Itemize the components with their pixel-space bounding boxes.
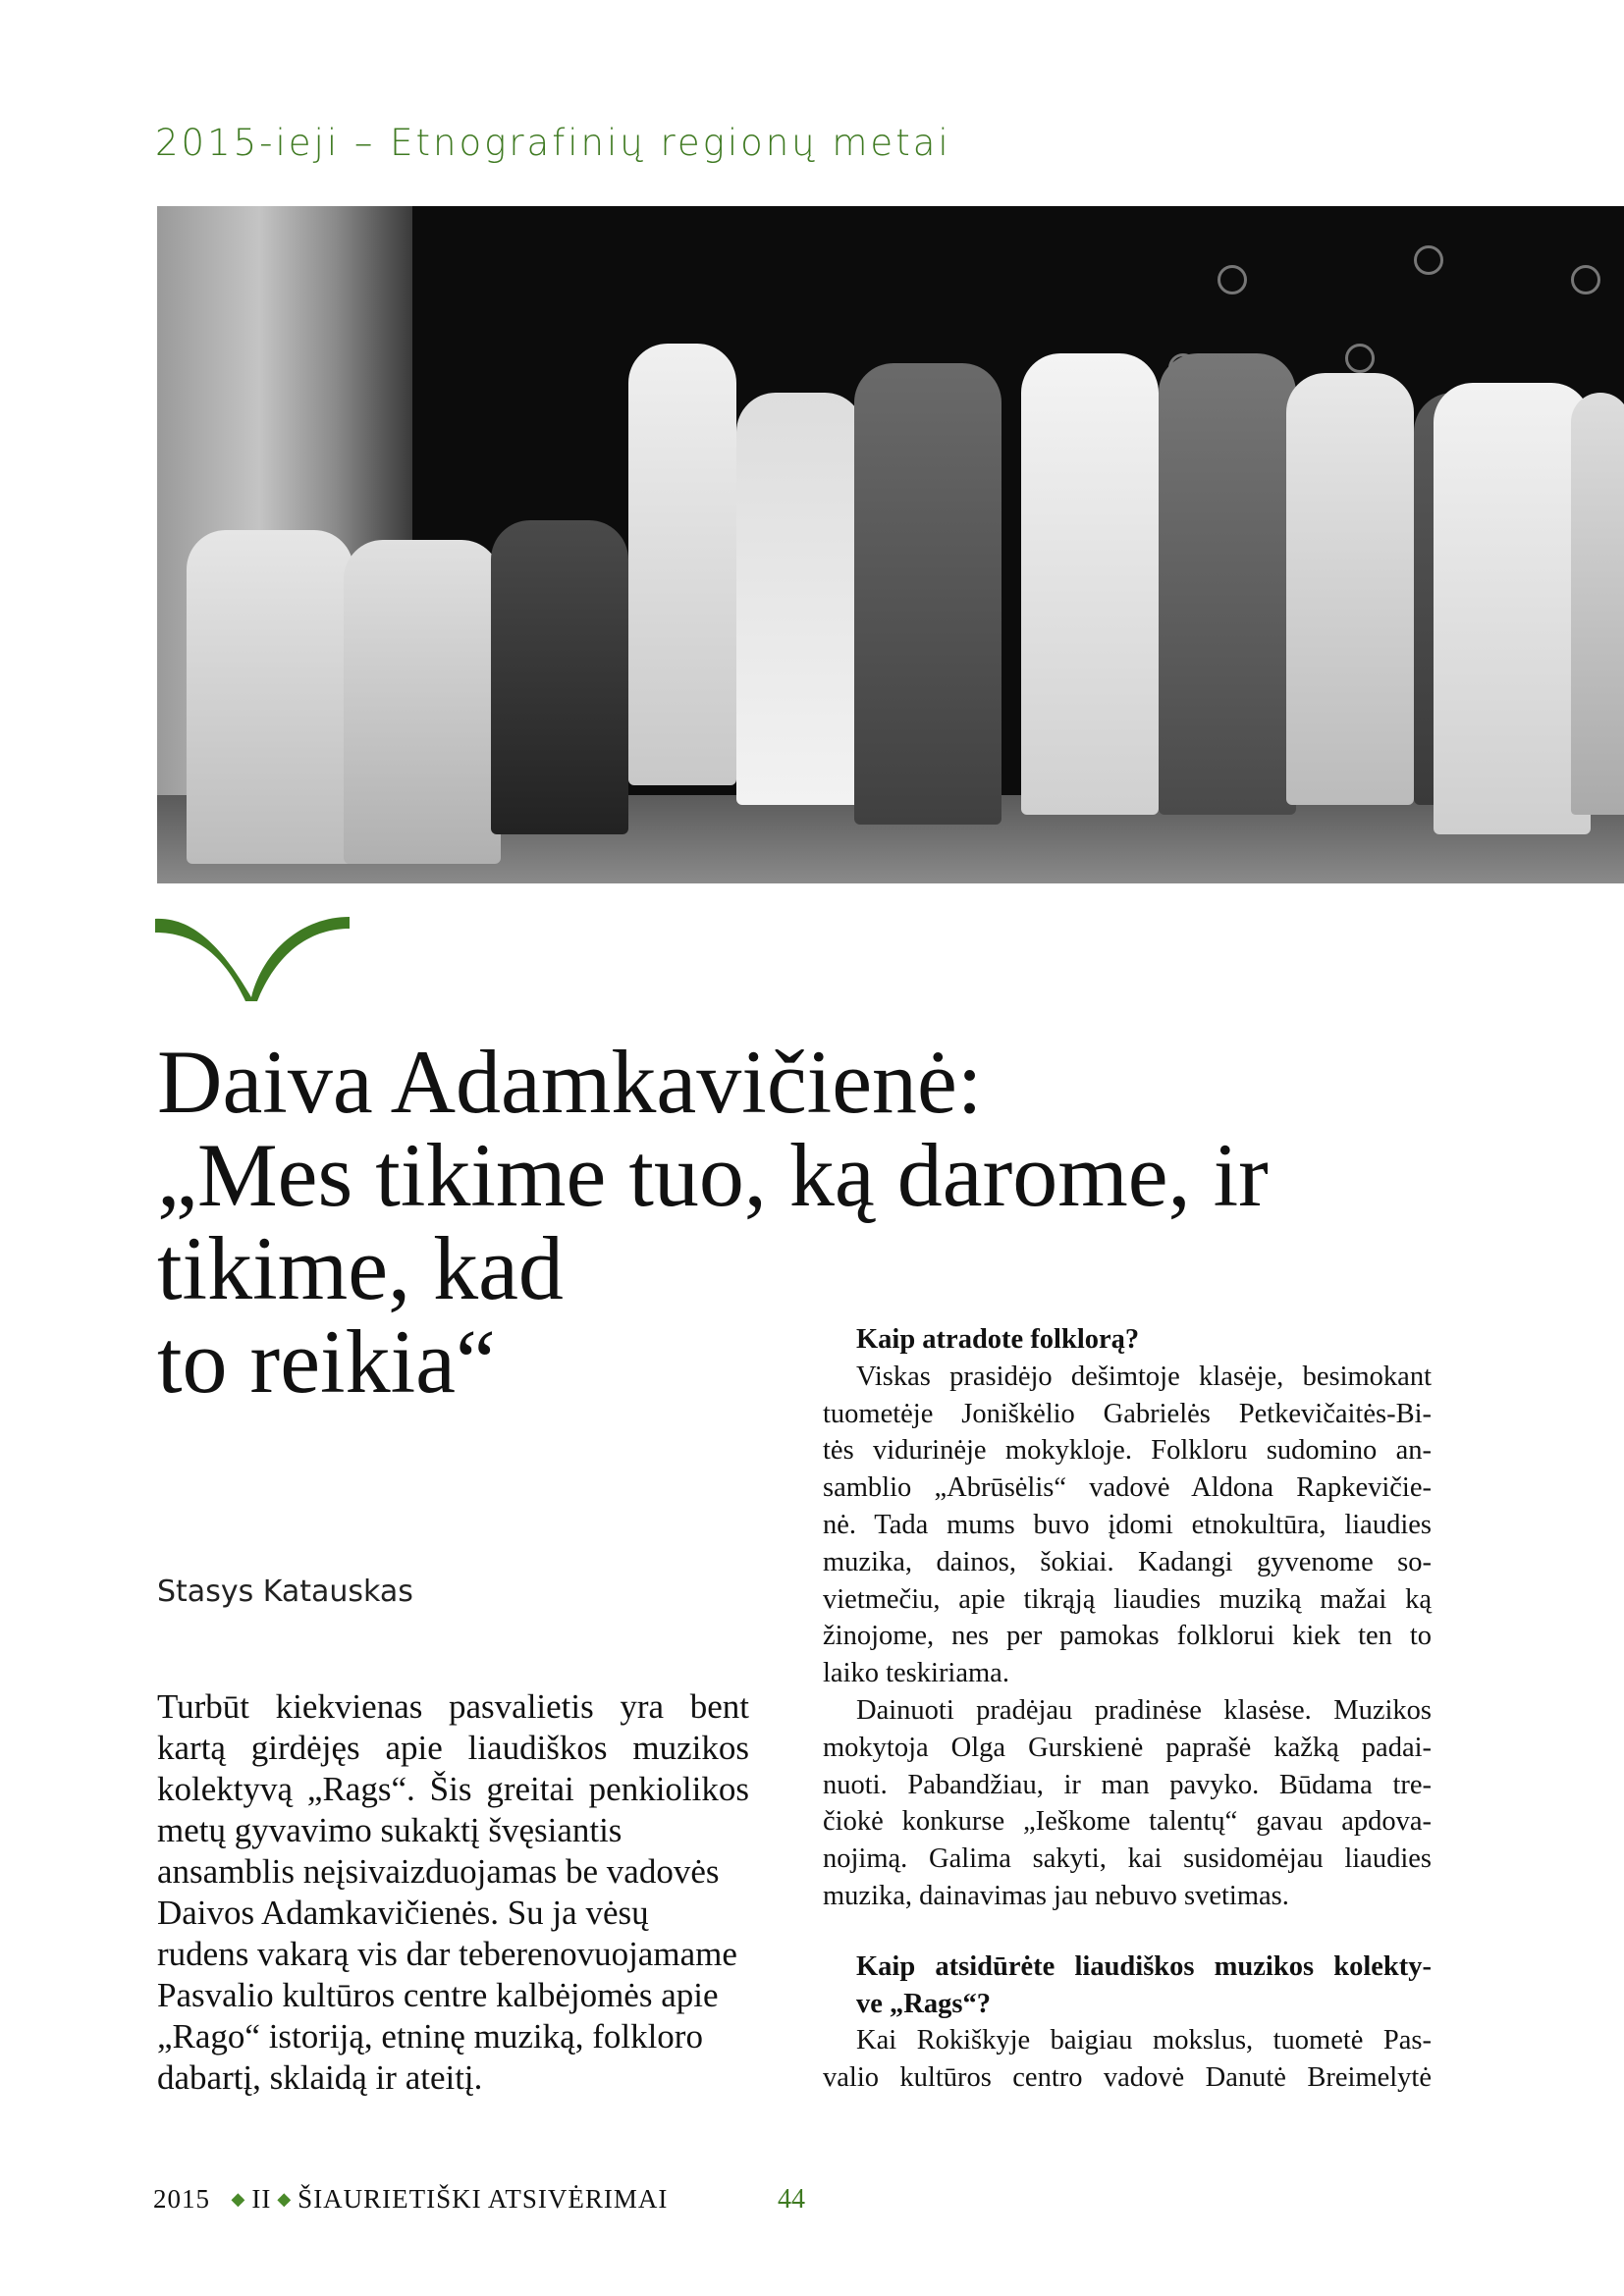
question-heading: Kaip atradote folklorą?: [856, 1324, 1140, 1355]
lead-line: „Rago“ istoriją, etninę muziką, folkloro: [157, 2017, 703, 2056]
body-line: nė. Tada mums buvo įdomi etnokultūra, liaudies: [823, 1509, 1432, 1540]
performer: [187, 530, 353, 864]
lead-line: dabartį, sklaidą ir ateitį.: [157, 2058, 483, 2097]
diamond-icon: ◆: [231, 2189, 246, 2209]
lead-paragraph: [157, 1686, 749, 2099]
body-line: muzika, dainavimas jau nebuvo svetimas.: [823, 1880, 1289, 1911]
body-line: laiko teskiriama.: [823, 1658, 1009, 1689]
author: Stasys Katauskas: [157, 1575, 413, 1609]
lamp-icon: [1414, 245, 1443, 275]
lamp-icon: [1218, 265, 1247, 294]
lead-line: kartą girdėjęs apie liaudiškos muzikos: [157, 1729, 749, 1767]
lead-line: ansamblis neįsivaizduojamas be vadovės: [157, 1852, 720, 1891]
performer: [628, 344, 736, 785]
lead-line: Daivos Adamkavičienės. Su ja vėsų: [157, 1894, 649, 1932]
title-line: „Mes tikime tuo, ką darome, ir: [157, 1125, 1269, 1225]
body-line: valio kultūros centro vadovė Danutė Breimelytė: [823, 2062, 1432, 2094]
body-line: nojimą. Galima sakyti, kai susidomėjau liaudies: [823, 1843, 1432, 1875]
lead-line: metų gyvavimo sukaktį švęsiantis: [157, 1811, 623, 1849]
title-line: tikime, kad: [157, 1218, 564, 1318]
body-line: nuoti. Pabandžiau, ir man pavyko. Būdama tre-: [823, 1769, 1432, 1800]
footer-year: 2015: [153, 2184, 210, 2214]
performer: [1571, 393, 1624, 815]
body-line: tės vidurinėje mokykloje. Folkloru sudomino an-: [823, 1435, 1432, 1467]
interview-column: [823, 1321, 1432, 2097]
performer: [736, 393, 864, 805]
body-line: vietmečiu, apie tikrąją liaudies muziką mažai ką: [823, 1583, 1432, 1615]
title-line: to reikia“: [157, 1311, 496, 1412]
footer-journal: ŠIAURIETIŠKI ATSIVĖRIMAI: [298, 2184, 669, 2214]
body-line: čiokė konkurse „Ieškome talentų“ gavau apdova-: [823, 1806, 1432, 1838]
question-heading: Kaip atsidūrėte liaudiškos muzikos kolekty-: [856, 1950, 1432, 1982]
lead-line: Pasvalio kultūros centre kalbėjomės apie: [157, 1976, 719, 2014]
body-line: Kai Rokiškyje baigiau mokslus, tuometė Pas-: [856, 2025, 1432, 2056]
performer: [491, 520, 628, 834]
lamp-icon: [1345, 344, 1375, 373]
performer: [1286, 373, 1414, 805]
body-line: tuometėje Joniškėlio Gabrielės Petkevičaitės-Bi-: [823, 1398, 1432, 1429]
lead-line: Turbūt kiekvienas pasvalietis yra bent: [157, 1687, 749, 1726]
diamond-icon: ◆: [277, 2189, 293, 2209]
folk-ensemble-photo: [157, 206, 1624, 883]
lamp-icon: [1571, 265, 1600, 294]
body-line: mokytoja Olga Gurskienė paprašė kažką padai-: [823, 1732, 1432, 1763]
title-line: Daiva Adamkavičienė:: [157, 1032, 983, 1132]
performer: [854, 363, 1001, 825]
chevron-v-icon: [155, 911, 352, 1001]
lead-line: rudens vakarą vis dar teberenovuojamame: [157, 1935, 737, 1973]
performer: [344, 540, 501, 864]
body-line: Viskas prasidėjo dešimtoje klasėje, besimokant: [856, 1361, 1432, 1392]
body-line: Dainuoti pradėjau pradinėse klasėse. Muzikos: [856, 1694, 1432, 1726]
performer: [1159, 353, 1296, 815]
body-line: samblio „Abrūsėlis“ vadovė Aldona Rapkevičie-: [823, 1472, 1432, 1504]
footer-issue: II: [251, 2184, 272, 2214]
running-header: 2015-ieji – Etnografinių regionų metai: [155, 122, 951, 164]
footer: [153, 2184, 668, 2215]
body-line: muzika, dainos, šokiai. Kadangi gyvenome so-: [823, 1546, 1432, 1577]
performer: [1434, 383, 1591, 834]
performer: [1021, 353, 1159, 815]
body-line: žinojome, nes per pamokas folklorui kiek ten to: [823, 1621, 1432, 1652]
lead-line: kolektyvą „Rags“. Šis greitai penkiolikos: [157, 1770, 749, 1808]
page-number: 44: [778, 2184, 805, 2215]
question-heading: ve „Rags“?: [856, 1988, 991, 2019]
